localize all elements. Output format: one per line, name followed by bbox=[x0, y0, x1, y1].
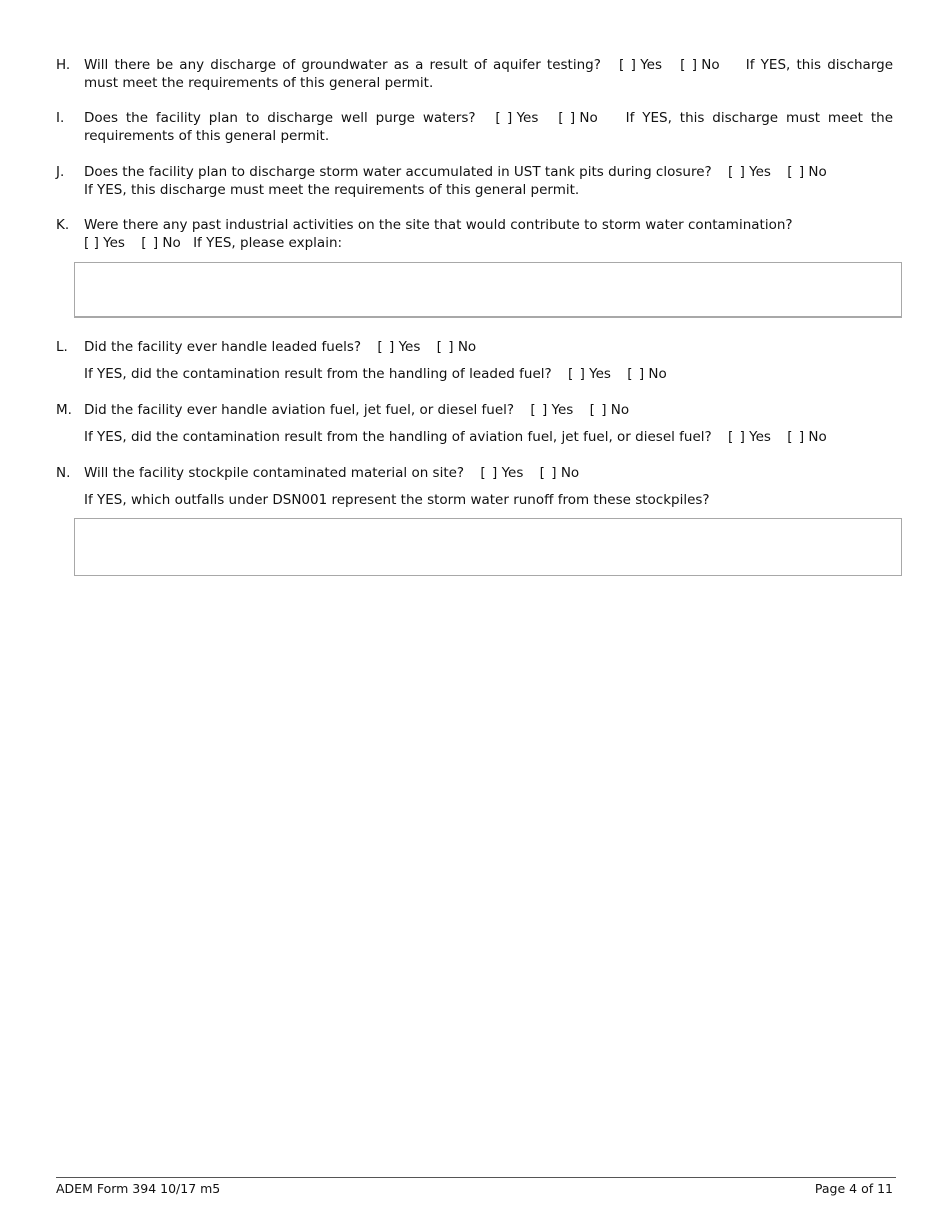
followup-no-checkbox[interactable]: [ ] No bbox=[787, 429, 827, 445]
question-letter: H. bbox=[56, 57, 71, 73]
conditional-note: If YES, this discharge must meet the requirements of this general permit. bbox=[84, 182, 580, 198]
question-letter: L. bbox=[56, 339, 68, 355]
page-number: Page 4 of 11 bbox=[814, 1181, 893, 1196]
question-text: Will the facility stockpile contaminated material on site? bbox=[84, 465, 465, 481]
yes-checkbox[interactable]: [ ] Yes bbox=[495, 110, 539, 126]
no-checkbox[interactable]: [ ] No bbox=[680, 57, 720, 73]
question-letter: N. bbox=[56, 465, 71, 481]
question-l bbox=[56, 338, 893, 383]
followup-text: If YES, did the contamination result from the handling of leaded fuel? bbox=[84, 366, 552, 382]
followup-yes-checkbox[interactable]: [ ] Yes bbox=[567, 366, 611, 382]
question-letter: M. bbox=[56, 402, 72, 418]
conditional-note-cont: requirements of this general permit. bbox=[84, 128, 330, 144]
question-letter: K. bbox=[56, 217, 70, 233]
followup-yes-checkbox[interactable]: [ ] Yes bbox=[728, 429, 771, 445]
conditional-note: If YES, please explain: bbox=[193, 235, 343, 251]
question-text: Does the facility plan to discharge well purge waters? bbox=[84, 110, 476, 126]
yes-checkbox[interactable]: [ ] Yes bbox=[530, 402, 574, 418]
question-text: Does the facility plan to discharge storm water accumulated in UST tank pits during closure? bbox=[84, 164, 712, 180]
explanation-textbox[interactable] bbox=[74, 262, 902, 318]
yes-checkbox[interactable]: [ ] Yes bbox=[727, 164, 771, 180]
question-letter: I. bbox=[56, 110, 65, 126]
footer-divider bbox=[56, 1177, 896, 1178]
yes-checkbox[interactable]: [ ] Yes bbox=[480, 465, 524, 481]
no-checkbox[interactable]: [ ] No bbox=[589, 402, 630, 418]
question-i bbox=[56, 109, 893, 145]
question-j bbox=[56, 163, 893, 199]
followup-text: If YES, did the contamination result from the handling of aviation fuel, jet fuel, or diesel fuel? bbox=[84, 429, 712, 445]
form-id: ADEM Form 394 10/17 m5 bbox=[56, 1181, 221, 1196]
no-checkbox[interactable]: [ ] No bbox=[539, 465, 580, 481]
no-checkbox[interactable]: [ ] No bbox=[436, 339, 477, 355]
yes-checkbox[interactable]: [ ] Yes bbox=[619, 57, 662, 73]
question-text: Will there be any discharge of groundwater as a result of aquifer testing? bbox=[84, 57, 601, 73]
outfalls-textbox[interactable] bbox=[74, 518, 902, 576]
conditional-note-cont: must meet the requirements of this general permit. bbox=[84, 75, 434, 91]
conditional-note: If YES, this discharge must meet the bbox=[625, 110, 893, 126]
question-k bbox=[56, 216, 893, 252]
question-text: Were there any past industrial activities on the site that would contribute to storm water contamination? bbox=[84, 217, 793, 233]
question-m bbox=[56, 401, 893, 446]
followup-text: If YES, which outfalls under DSN001 represent the storm water runoff from these stockpiles? bbox=[84, 492, 710, 508]
yes-checkbox[interactable]: [ ] Yes bbox=[377, 339, 421, 355]
no-checkbox[interactable]: [ ] No bbox=[787, 164, 827, 180]
question-letter: J. bbox=[56, 164, 65, 180]
followup-no-checkbox[interactable]: [ ] No bbox=[627, 366, 667, 382]
yes-checkbox[interactable]: [ ] Yes bbox=[84, 235, 125, 251]
question-h bbox=[56, 56, 893, 92]
question-text: Did the facility ever handle aviation fuel, jet fuel, or diesel fuel? bbox=[84, 402, 515, 418]
conditional-note: If YES, this discharge bbox=[745, 57, 894, 73]
question-text: Did the facility ever handle leaded fuels? bbox=[84, 339, 362, 355]
no-checkbox[interactable]: [ ] No bbox=[141, 235, 181, 251]
question-n bbox=[56, 464, 893, 509]
no-checkbox[interactable]: [ ] No bbox=[558, 110, 598, 126]
